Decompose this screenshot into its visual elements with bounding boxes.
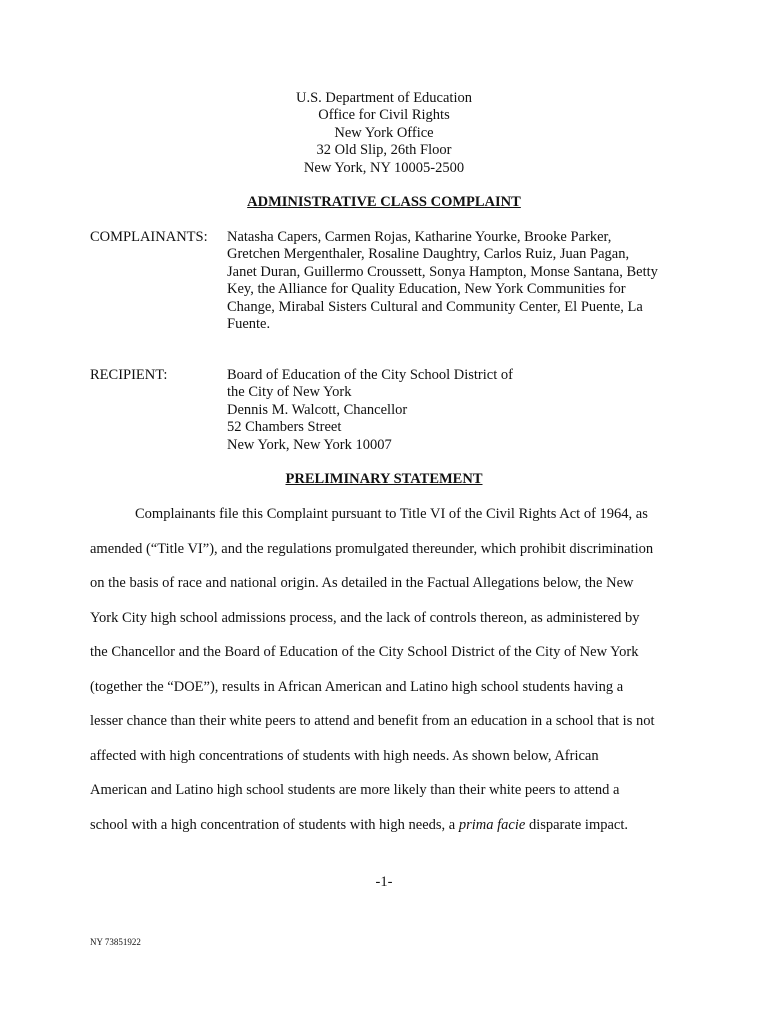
address-line: New York, NY 10005-2500	[303, 159, 465, 176]
statement-line: amended (“Title VI”), and the regulations promulgated thereunder, which prohibit discrimination	[90, 541, 654, 557]
address-line: New York Office	[334, 124, 434, 141]
statement-text: school with a high concentration of students with high needs, a	[90, 817, 459, 833]
complainants-label: COMPLAINANTS:	[90, 229, 208, 245]
complaint-title: ADMINISTRATIVE CLASS COMPLAINT	[247, 194, 521, 210]
recipient-label: RECIPIENT:	[90, 367, 168, 383]
document-id: NY 73851922	[90, 937, 141, 947]
statement-line: on the basis of race and national origin. As detailed in the Factual Allegations below, the New	[90, 575, 634, 591]
address-line: Office for Civil Rights	[318, 107, 450, 124]
statement-text: disparate impact.	[525, 817, 628, 833]
statement-italic-term: prima facie	[458, 817, 526, 833]
statement-line: affected with high concentrations of students with high needs. As shown below, African	[90, 748, 599, 764]
statement-line: York City high school admissions process, and the lack of controls thereon, as administered by	[90, 610, 640, 626]
complainants-line: Janet Duran, Guillermo Croussett, Sonya Hampton, Monse Santana, Betty	[227, 263, 658, 280]
complainants-line: Key, the Alliance for Quality Education, New York Communities for	[227, 281, 626, 298]
complainants-line: Natasha Capers, Carmen Rojas, Katharine Yourke, Brooke Parker,	[227, 229, 612, 245]
recipient-line: Board of Education of the City School District of	[227, 367, 513, 383]
preliminary-statement-title: PRELIMINARY STATEMENT	[285, 471, 483, 487]
recipient-details	[227, 367, 687, 454]
complainants-line: Fuente.	[227, 316, 271, 333]
address-line: 32 Old Slip, 26th Floor	[316, 142, 452, 159]
recipient-line: the City of New York	[227, 384, 352, 401]
recipient-line: 52 Chambers Street	[227, 419, 342, 436]
address-line: U.S. Department of Education	[296, 90, 472, 106]
statement-line: the Chancellor and the Board of Education of the City School District of the City of New York	[90, 644, 639, 660]
statement-line	[90, 817, 628, 834]
complainants-line: Change, Mirabal Sisters Cultural and Community Center, El Puente, La	[227, 298, 643, 315]
recipient-line: Dennis M. Walcott, Chancellor	[227, 401, 408, 418]
statement-line: (together the “DOE”), results in African American and Latino high school students having a	[90, 679, 624, 695]
complainants-line: Gretchen Mergenthaler, Rosaline Daughtry, Carlos Ruiz, Juan Pagan,	[227, 246, 630, 263]
recipient-line: New York, New York 10007	[227, 436, 392, 453]
recipient-office-address	[0, 90, 768, 177]
statement-line: American and Latino high school students are more likely than their white peers to attend a	[90, 782, 620, 798]
complainants-list	[227, 229, 687, 333]
page-number: -1-	[375, 874, 393, 890]
statement-line: lesser chance than their white peers to attend and benefit from an education in a school that is not	[90, 713, 655, 729]
statement-line: Complainants file this Complaint pursuant to Title VI of the Civil Rights Act of 1964, as	[135, 506, 648, 522]
